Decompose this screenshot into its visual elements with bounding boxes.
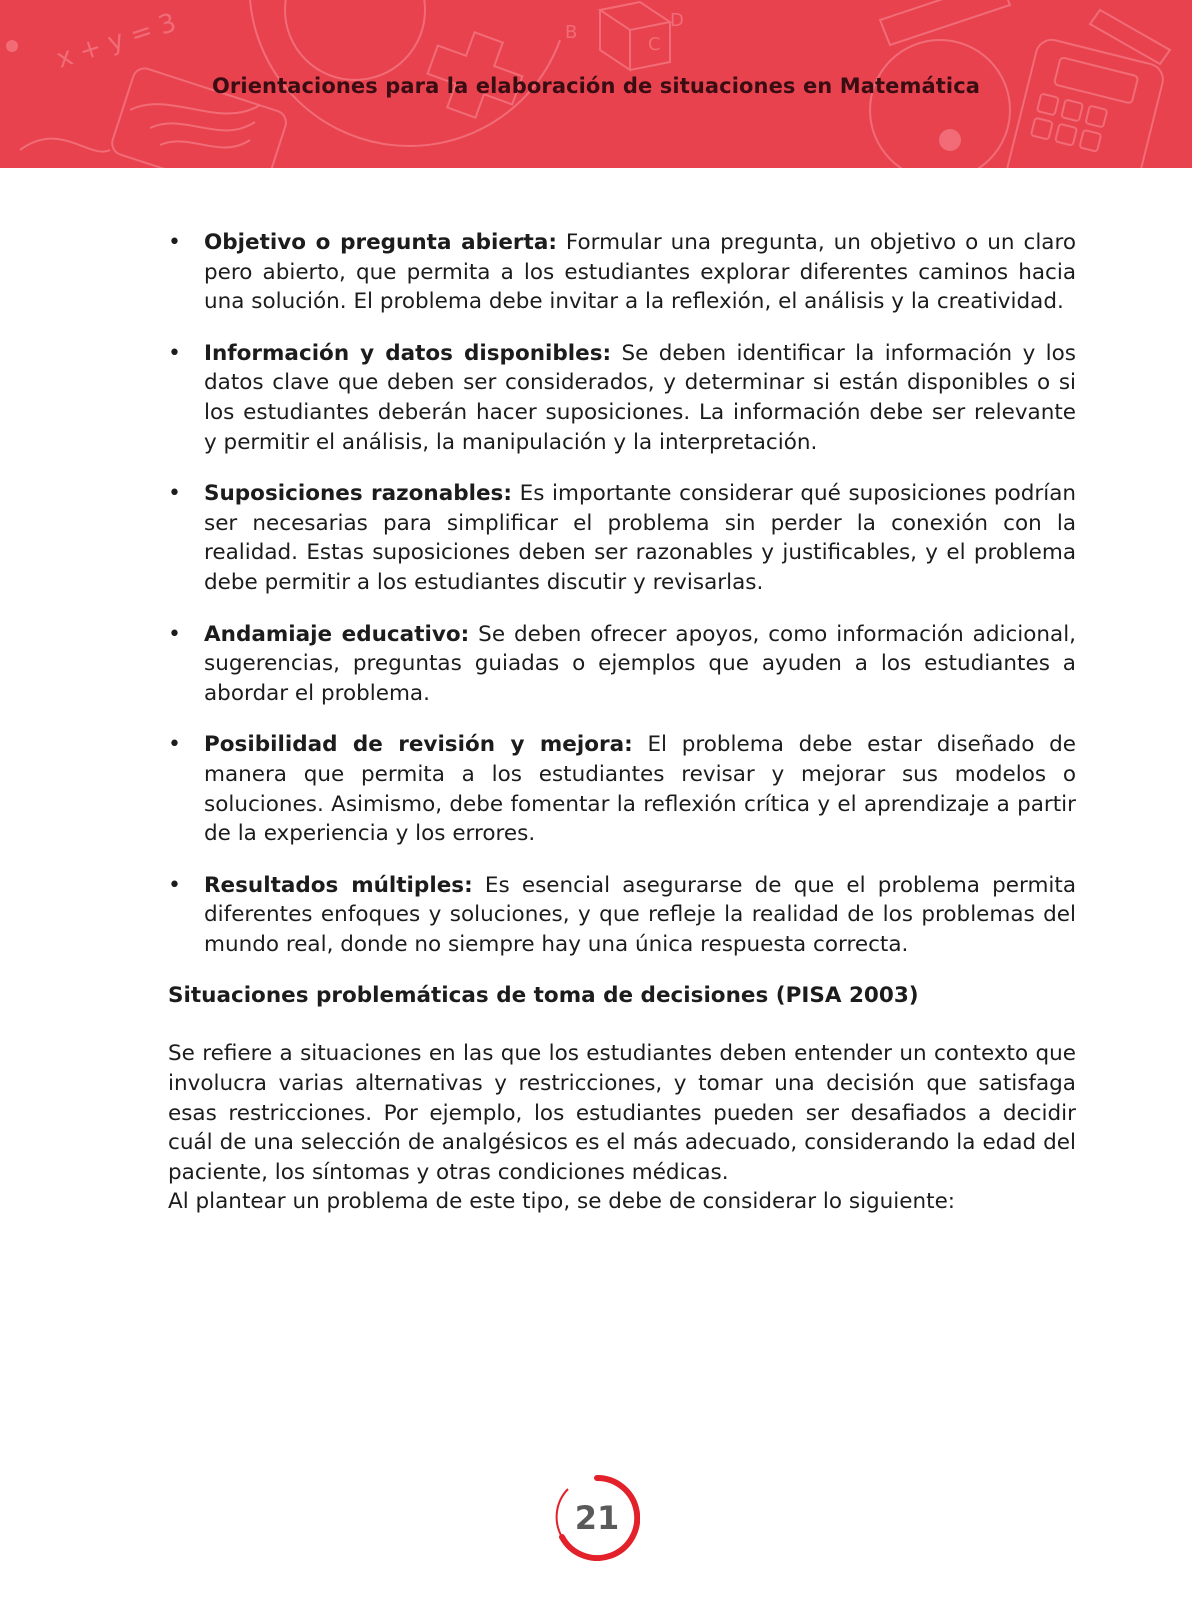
bullet-icon: •	[168, 621, 181, 647]
list-item-text: Es esencial asegurarse de que el problema permita diferentes enfoques y soluciones, y que refleje la realidad de los problemas del mundo real, donde no siempre hay una única respuesta correcta.	[204, 872, 1076, 957]
page-content	[168, 228, 1076, 1217]
list-item-term: Suposiciones razonables:	[204, 481, 512, 507]
section-paragraph: Se refiere a situaciones en las que los estudiantes deben entender un contexto que involucra varias alternativas y restricciones, y tomar una decisión que satisfaga esas restricciones. Por ejemplo, los estudiantes pueden ser desafiados a decidir cuál de una selección de analgésicos es el más adecuado, considerando la edad del paciente, los síntomas y otras condiciones médicas.	[168, 1041, 1076, 1185]
list-item-text: Se deben identificar la información y los datos clave que deben ser considerados, y determinar si están disponibles o si los estudiantes deberán hacer suposiciones. La información debe ser relevante y permitir el análisis, la manipulación y la interpretación.	[204, 340, 1077, 455]
list-item-term: Posibilidad de revisión y mejora:	[204, 732, 633, 758]
list-item-term: Resultados múltiples:	[204, 872, 473, 898]
list-item	[168, 871, 1076, 960]
svg-text:B: B	[565, 22, 578, 43]
section-heading: Situaciones problemáticas de toma de decisiones (PISA 2003)	[168, 983, 919, 1009]
bullet-icon: •	[168, 872, 181, 898]
svg-text:D: D	[670, 10, 684, 31]
list-item-text: El problema debe estar diseñado de manera que permita a los estudiantes revisar y mejorar sus modelos o soluciones. Asimismo, debe fomentar la reflexión crítica y el aprendizaje a partir de la experiencia y los errores.	[204, 732, 1076, 847]
svg-text:C: C	[648, 34, 661, 55]
list-item-term: Información y datos disponibles:	[204, 340, 612, 366]
list-item	[168, 228, 1076, 317]
page-header	[0, 0, 1192, 168]
list-item-term: Andamiaje educativo:	[204, 621, 470, 647]
bullet-icon: •	[168, 230, 181, 255]
document-header-title: Orientaciones para la elaboración de situaciones en Matemática	[211, 74, 981, 98]
bullet-icon: •	[168, 732, 181, 758]
list-item	[168, 339, 1076, 457]
list-item	[168, 620, 1076, 709]
criteria-list	[168, 228, 1076, 959]
list-item-text: Se deben ofrecer apoyos, como información adicional, sugerencias, preguntas guiadas o ejemplos que ayuden a los estudiantes a abordar el problema.	[204, 621, 1077, 706]
list-item-term: Objetivo o pregunta abierta:	[204, 230, 557, 255]
page-number-badge	[554, 1475, 640, 1561]
svg-text:x + y = 3: x + y = 3	[52, 7, 181, 75]
page-number: 21	[574, 1499, 620, 1537]
section-closing-sentence: Al plantear un problema de este tipo, se debe de considerar lo siguiente:	[168, 1189, 956, 1215]
bullet-icon: •	[168, 340, 181, 366]
bullet-icon: •	[168, 481, 181, 507]
list-item-text: Es importante considerar qué suposiciones podrían ser necesarias para simplificar el problema sin perder la conexión con la realidad. Estas suposiciones deben ser razonables y justificables, y el problema debe permitir a los estudiantes discutir y revisarlas.	[204, 481, 1076, 595]
list-item	[168, 479, 1076, 597]
list-item-text: Formular una pregunta, un objetivo o un claro pero abierto, que permita a los estudiantes explorar diferentes caminos hacia una solución. El problema debe invitar a la reflexión, el análisis y la creatividad.	[204, 230, 1076, 315]
list-item	[168, 730, 1076, 848]
